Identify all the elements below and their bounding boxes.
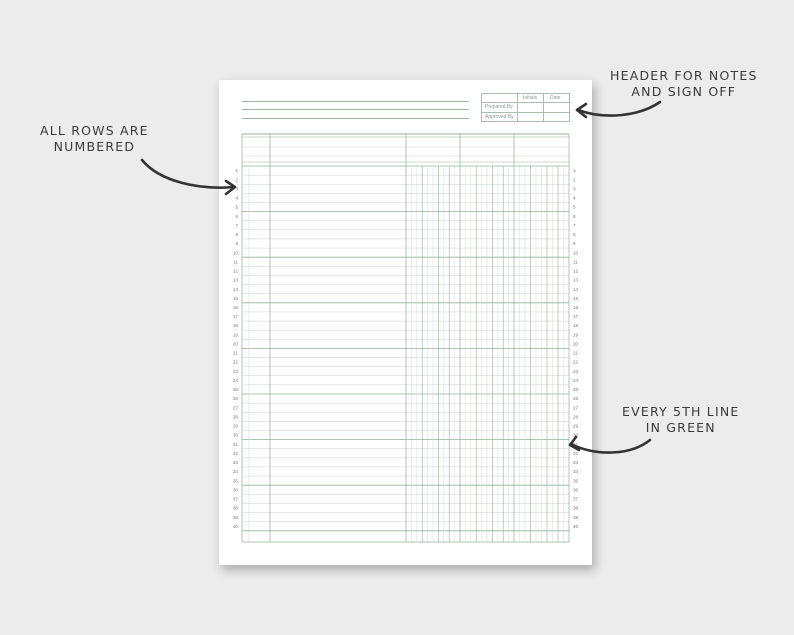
row-number: 40: [232, 523, 238, 529]
row-number: 4: [573, 195, 576, 201]
callout-line: HEADER FOR NOTES: [610, 68, 758, 83]
row-number: 10: [573, 250, 579, 256]
row-number: 36: [232, 487, 238, 493]
row-number: 28: [232, 414, 238, 420]
row-number: 37: [573, 496, 579, 502]
row-number: 10: [232, 250, 238, 256]
row-number: 33: [573, 460, 579, 466]
row-number: 17: [232, 314, 238, 320]
row-number: 4: [235, 195, 238, 201]
row-number: 30: [573, 432, 579, 438]
callout-line: NUMBERED: [53, 139, 136, 154]
row-number: 13: [573, 277, 579, 283]
row-number: 13: [232, 277, 238, 283]
row-number: 32: [232, 450, 238, 456]
row-number: 8: [573, 232, 576, 238]
row-number: 21: [573, 350, 579, 356]
row-number: 25: [573, 387, 579, 393]
row-number: 16: [232, 305, 238, 310]
callout-line: AND SIGN OFF: [631, 84, 737, 99]
row-number: 36: [573, 487, 579, 493]
row-number: 25: [232, 387, 238, 393]
row-number: 9: [235, 241, 238, 247]
row-number: 22: [573, 359, 579, 365]
row-number: 14: [573, 286, 579, 292]
callout-green-lines: [622, 404, 740, 436]
row-number: 40: [573, 523, 579, 529]
signoff-label-prepared: Prepared By: [485, 104, 513, 110]
row-number: 22: [232, 359, 238, 365]
callout-rows-numbered: [40, 123, 149, 155]
row-number: 7: [235, 222, 238, 228]
row-number: 33: [232, 460, 238, 466]
signoff-col-date: Date: [550, 95, 561, 101]
row-number: 23: [573, 368, 579, 374]
row-number: 1: [573, 168, 576, 174]
row-number: 7: [573, 222, 576, 228]
row-number: 23: [232, 368, 238, 374]
row-number: 27: [232, 405, 238, 411]
row-number: 31: [573, 441, 579, 447]
row-number: 38: [232, 505, 238, 511]
row-number: 16: [573, 305, 579, 310]
row-number: 6: [573, 213, 576, 219]
row-number: 9: [573, 241, 576, 247]
row-number: 21: [232, 350, 238, 356]
row-number: 15: [573, 295, 579, 301]
callout-line: ALL ROWS ARE: [40, 123, 149, 138]
row-number: 30: [232, 432, 238, 438]
row-number: 19: [232, 332, 238, 338]
row-number: 35: [232, 478, 238, 484]
row-number: 15: [232, 295, 238, 301]
row-number: 20: [573, 341, 579, 347]
callout-line: IN GREEN: [645, 420, 716, 435]
row-number: 19: [573, 332, 579, 338]
row-number: 11: [573, 259, 578, 265]
row-number: 34: [573, 469, 579, 475]
row-number: 1: [235, 168, 238, 174]
ledger-sheet: [219, 80, 592, 565]
row-number: 32: [573, 450, 579, 456]
signoff-col-initials: Initials: [523, 95, 538, 101]
row-number: 2: [573, 177, 576, 183]
row-number: 12: [232, 268, 238, 274]
row-number: 6: [235, 213, 238, 219]
row-number: 39: [232, 514, 238, 520]
row-number: 2: [235, 177, 238, 183]
row-number: 29: [573, 423, 579, 429]
ledger-grid: [219, 80, 592, 565]
row-number: 14: [232, 286, 238, 292]
row-number: 27: [573, 405, 579, 411]
row-number: 24: [232, 377, 238, 383]
row-number: 18: [573, 323, 579, 329]
row-number: 37: [232, 496, 238, 502]
row-number: 20: [232, 341, 238, 347]
row-number: 28: [573, 414, 579, 420]
signoff-label-approved: Approved By: [485, 114, 514, 120]
row-number: 38: [573, 505, 579, 511]
row-number: 31: [232, 441, 238, 447]
row-number: 26: [573, 396, 579, 402]
row-number: 5: [235, 204, 238, 210]
row-number: 8: [235, 232, 238, 238]
row-number: 18: [232, 323, 238, 329]
callout-header-notes: [610, 68, 758, 100]
row-number: 12: [573, 268, 579, 274]
row-number: 11: [233, 259, 238, 265]
row-number: 39: [573, 514, 579, 520]
row-number: 34: [232, 469, 238, 475]
row-number: 29: [232, 423, 238, 429]
row-number: 17: [573, 314, 579, 320]
row-number: 24: [573, 377, 579, 383]
row-number: 5: [573, 204, 576, 210]
row-number: 3: [573, 186, 576, 192]
row-number: 3: [235, 186, 238, 192]
callout-line: EVERY 5TH LINE: [622, 404, 740, 419]
row-number: 35: [573, 478, 579, 484]
row-number: 26: [232, 396, 238, 402]
